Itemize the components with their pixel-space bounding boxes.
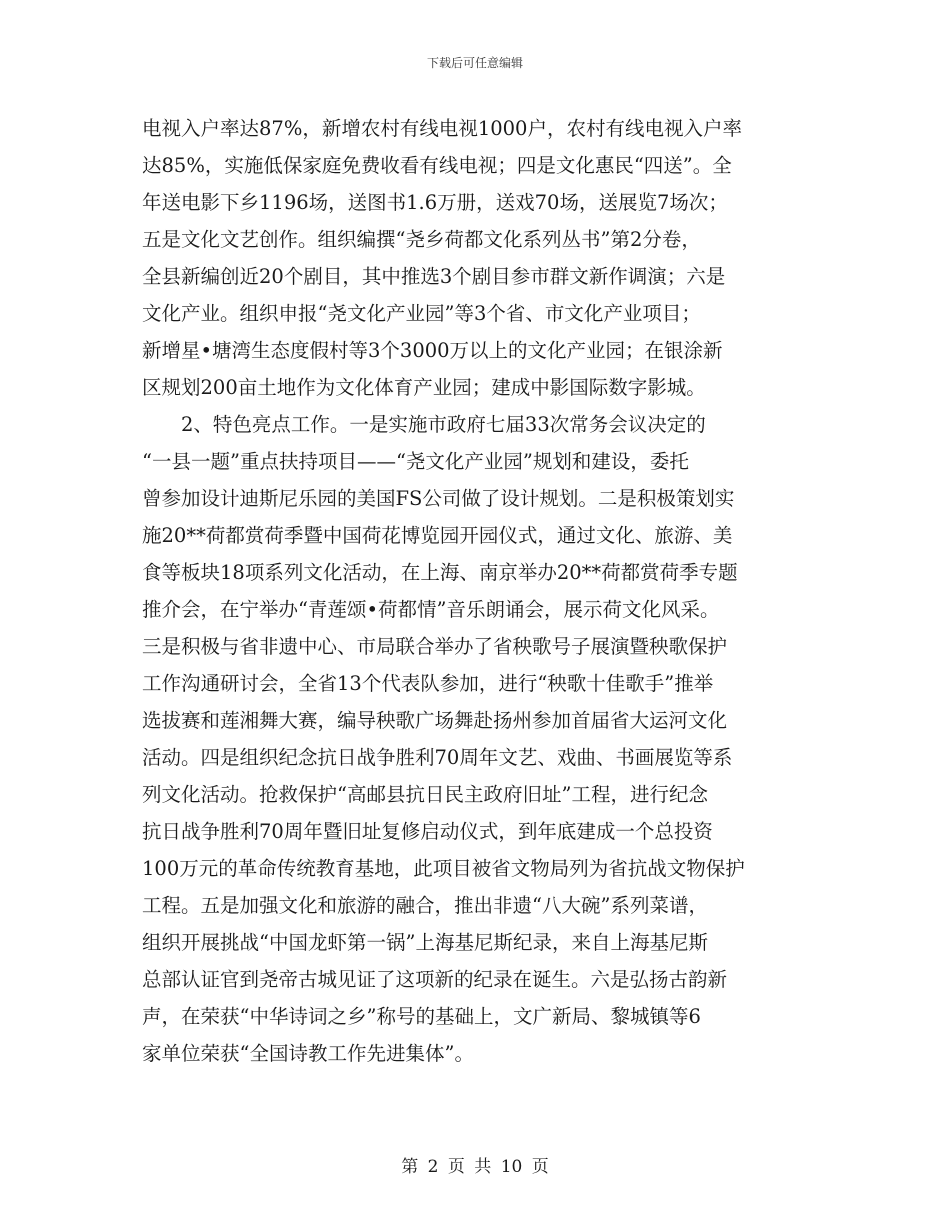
body-line: 三是积极与省非遗中心、市局联合举办了省秧歌号子展演暨秧歌保护 <box>142 635 728 658</box>
document-body <box>142 110 810 1072</box>
body-line: 新增星•塘湾生态度假村等3个3000万以上的文化产业园；在银涂新 <box>142 339 723 362</box>
body-line: 选拔赛和莲湘舞大赛，编导秧歌广场舞赴扬州参加首届省大运河文化 <box>142 709 728 732</box>
body-line: 总部认证官到尧帝古城见证了这项新的纪录在诞生。六是弘扬古韵新 <box>142 968 728 991</box>
body-line: 电视入户率达87%，新增农村有线电视1000户，农村有线电视入户率 <box>142 117 742 140</box>
body-line: 曾参加设计迪斯尼乐园的美国FS公司做了设计规划。二是积极策划实 <box>142 487 735 510</box>
body-line: 列文化活动。抢救保护“高邮县抗日民主政府旧址”工程，进行纪念 <box>142 783 708 806</box>
body-line: 全县新编创近20个剧目，其中推选3个剧目参市群文新作调演；六是 <box>142 265 726 288</box>
body-line: 食等板块18项系列文化活动，在上海、南京举办20**荷都赏荷季专题 <box>142 561 738 584</box>
body-line: 施20**荷都赏荷季暨中国荷花博览园开园仪式，通过文化、旅游、美 <box>142 524 733 547</box>
body-line: 组织开展挑战“中国龙虾第一锅”上海基尼斯纪录，来自上海基尼斯 <box>142 931 708 954</box>
body-line: 推介会，在宁举办“青莲颂•荷都情”音乐朗诵会，展示荷文化风采。 <box>142 598 720 621</box>
body-line: 五是文化文艺创作。组织编撰“尧乡荷都文化系列丛书”第2分卷， <box>142 228 701 251</box>
body-line: 文化产业。组织申报“尧文化产业园”等3个省、市文化产业项目； <box>142 302 701 325</box>
body-line: 活动。四是组织纪念抗日战争胜利70周年文艺、戏曲、书画展览等系 <box>142 746 733 769</box>
body-line: “一县一题”重点扶持项目——“尧文化产业园”规划和建设，委托 <box>142 450 689 473</box>
page-number-footer: 第 2 页 共 10 页 <box>401 1157 549 1177</box>
body-line: 声，在荣获“中华诗词之乡”称号的基础上，文广新局、黎城镇等6 <box>142 1005 701 1028</box>
body-line: 区规划200亩土地作为文化体育产业园；建成中影国际数字影城。 <box>142 376 706 399</box>
body-line: 100万元的革命传统教育基地，此项目被省文物局列为省抗战文物保护 <box>142 857 745 880</box>
body-line: 年送电影下乡1196场，送图书1.6万册，送戏70场，送展览7场次； <box>142 191 728 214</box>
page-header-note: 下载后可任意编辑 <box>426 56 523 70</box>
body-line-paragraph-start: 2、特色亮点工作。一是实施市政府七届33次常务会议决定的 <box>181 413 706 436</box>
body-line: 家单位荣获“全国诗教工作先进集体”。 <box>142 1042 474 1065</box>
body-line: 工程。五是加强文化和旅游的融合，推出非遗“八大碗”系列菜谱， <box>142 894 708 917</box>
body-line: 抗日战争胜利70周年暨旧址复修启动仪式，到年底建成一个总投资 <box>142 820 713 843</box>
body-line: 达85%，实施低保家庭免费收看有线电视；四是文化惠民“四送”。全 <box>142 154 732 177</box>
body-line: 工作沟通研讨会，全省13个代表队参加，进行“秧歌十佳歌手”推举 <box>142 672 714 695</box>
